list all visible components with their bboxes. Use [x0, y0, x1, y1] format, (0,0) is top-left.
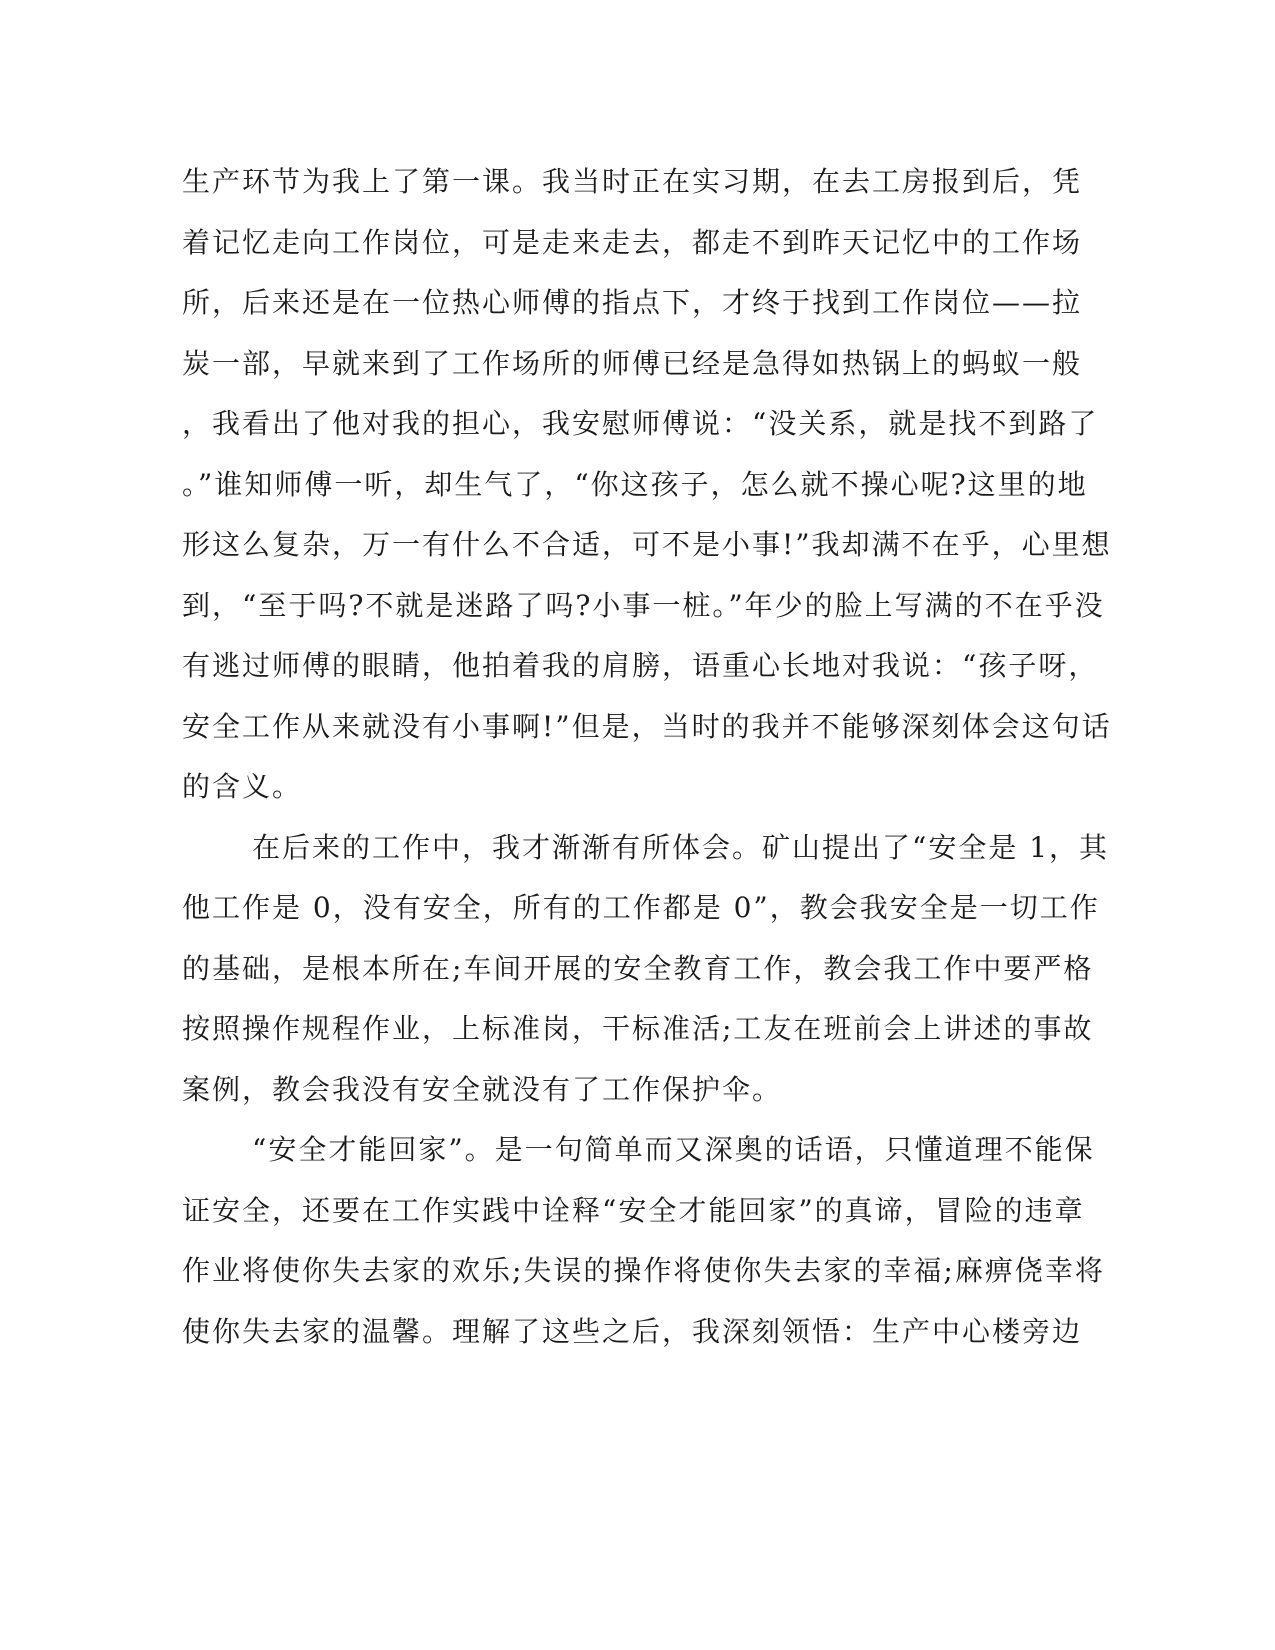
text-line: 生产环节为我上了第一课。我当时正在实习期，在去工房报到后，凭 — [182, 165, 1083, 198]
body-text — [182, 152, 1112, 1362]
text-line: 按照操作规程作业，上标准岗，干标准活;工友在班前会上讲述的事故 — [182, 1012, 1094, 1045]
text-line: 到，“至于吗?不就是迷路了吗?小事一桩。”年少的脸上写满的不在乎没 — [182, 588, 1105, 622]
text-line: “安全才能回家”。是一句简单而又深奥的话语，只懂道理不能保 — [252, 1133, 1095, 1166]
text-line: 在后来的工作中，我才渐渐有所体会。矿山提出了“安全是 1，其 — [252, 830, 1110, 864]
paragraph-2 — [182, 818, 1110, 1121]
text-line: 的含义。 — [182, 770, 303, 803]
paragraph-1 — [182, 152, 1112, 818]
text-line: 安全工作从来就没有小事啊!”但是，当时的我并不能够深刻体会这句话 — [182, 709, 1112, 743]
text-line: 案例，教会我没有安全就没有了工作保护伞。 — [182, 1072, 783, 1106]
text-line: 形这么复杂，万一有什么不合适，可不是小事!”我却满不在乎，心里想 — [182, 528, 1112, 561]
text-line: 的基础，是根本所在;车间开展的安全教育工作，教会我工作中要严格 — [182, 951, 1094, 985]
paragraph-3 — [182, 1120, 1105, 1362]
text-line: 证安全，还要在工作实践中诠释“安全才能回家”的真谛，冒险的违章 — [182, 1193, 1085, 1227]
text-line: 。”谁知师傅一听，却生气了，“你这孩子，怎么就不操心呢?这里的地 — [182, 467, 1088, 501]
text-line: 有逃过师傅的眼睛，他拍着我的肩膀，语重心长地对我说：“孩子呀， — [182, 649, 1099, 682]
text-line: 作业将使你失去家的欢乐;失误的操作将使你失去家的幸福;麻痹侥幸将 — [182, 1254, 1105, 1287]
text-line: 使你失去家的温馨。理解了这些之后，我深刻领悟：生产中心楼旁边 — [182, 1314, 1083, 1348]
text-line: 他工作是 0，没有安全，所有的工作都是 0”，教会我安全是一切工作 — [182, 891, 1100, 924]
text-line: 着记忆走向工作岗位，可是走来走去，都走不到昨天记忆中的工作场 — [182, 225, 1083, 259]
text-line: ，我看出了他对我的担心，我安慰师傅说：“没关系，就是找不到路了 — [182, 407, 1099, 440]
text-line: 炭一部，早就来到了工作场所的师傅已经是急得如热锅上的蚂蚁一般 — [182, 346, 1083, 380]
text-line: 所，后来还是在一位热心师傅的指点下，才终于找到工作岗位——拉 — [182, 286, 1083, 319]
